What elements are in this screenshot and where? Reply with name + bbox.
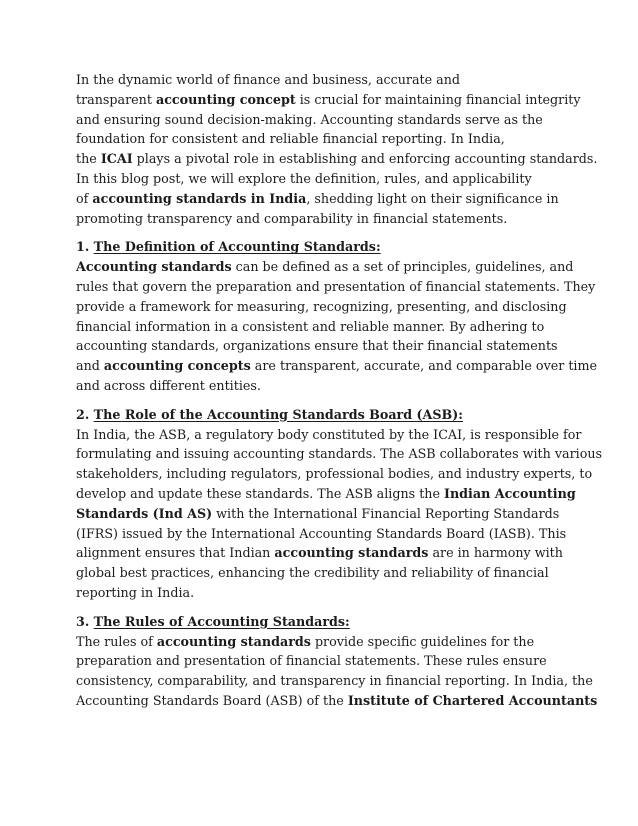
paragraph-gap <box>76 603 576 612</box>
text-run: (IFRS) issued by the International Accounting Standards Board (IASB). This <box>76 525 567 541</box>
text-run: In the dynamic world of finance and business, accurate and <box>76 72 461 87</box>
section-title: The Definition of Accounting Standards: <box>93 239 381 255</box>
text-run: rules that govern the preparation and presentation of financial statements. They <box>76 278 596 294</box>
section-number: 3. <box>76 613 94 629</box>
section-number: 2. <box>76 406 94 422</box>
paragraph-gap <box>76 396 576 405</box>
text-run: plays a pivotal role in establishing and enforcing accounting standards. <box>132 151 598 167</box>
text-run: and <box>76 358 104 374</box>
text-line <box>76 169 576 189</box>
text-run: reporting in India. <box>76 584 195 600</box>
text-run: , shedding light on their significance in <box>306 190 559 206</box>
text-line <box>76 632 576 652</box>
section-title: The Rules of Accounting Standards: <box>93 613 350 629</box>
text-line <box>76 543 576 563</box>
section-heading <box>76 612 576 632</box>
text-run: consistency, comparability, and transparency in financial reporting. In India, the <box>76 673 593 689</box>
bold-term: accounting standards <box>274 545 429 561</box>
text-run: preparation and presentation of financial statements. These rules ensure <box>76 653 547 669</box>
text-run: alignment ensures that Indian <box>76 545 275 561</box>
text-run: develop and update these standards. The ASB aligns the <box>76 485 445 501</box>
text-run: formulating and issuing accounting standards. The ASB collaborates with various <box>76 446 603 462</box>
text-line <box>76 149 598 169</box>
text-line <box>76 110 576 130</box>
bold-term: Standards (Ind AS) <box>76 505 213 521</box>
paragraph-gap <box>76 228 576 237</box>
section-asb-role <box>76 405 603 603</box>
text-run: transparent <box>76 91 156 107</box>
text-run: In this blog post, we will explore the definition, rules, and applicability <box>76 170 532 186</box>
bold-term: accounting concept <box>155 91 296 107</box>
text-line <box>76 257 576 277</box>
bold-term: accounting concepts <box>103 358 251 374</box>
text-run: of <box>76 190 93 206</box>
text-run: global best practices, enhancing the credibility and reliability of financial <box>76 565 549 581</box>
text-line <box>76 444 603 464</box>
section-heading <box>76 237 576 257</box>
text-run: and across different entities. <box>76 377 261 393</box>
text-line <box>76 651 576 671</box>
bold-term: Accounting standards <box>76 259 232 275</box>
text-line <box>76 484 576 504</box>
document-page <box>76 70 603 711</box>
text-line <box>76 464 593 484</box>
bold-term: accounting standards in India <box>92 190 307 206</box>
text-line <box>76 90 581 110</box>
text-run: promoting transparency and comparability in financial statements. <box>76 210 508 226</box>
text-line <box>76 563 576 583</box>
text-line <box>76 425 582 445</box>
text-line <box>76 504 576 524</box>
text-line <box>76 336 576 356</box>
bold-term: ICAI <box>100 151 133 167</box>
text-line <box>76 356 598 376</box>
intro-paragraph <box>76 70 598 228</box>
text-line <box>76 583 576 603</box>
text-run: foundation for consistent and reliable financial reporting. In India, <box>76 131 505 147</box>
text-run: are transparent, accurate, and comparable over time <box>250 358 598 374</box>
section-definition <box>76 237 598 395</box>
text-line <box>76 297 576 317</box>
text-line <box>76 277 596 297</box>
text-line <box>76 209 576 229</box>
text-line <box>76 317 576 337</box>
text-run: The rules of <box>76 633 157 649</box>
text-line <box>76 376 576 396</box>
text-run: are in harmony with <box>428 545 563 561</box>
text-run: financial information in a consistent and reliable manner. By adhering to <box>76 318 545 334</box>
text-run: Accounting Standards Board (ASB) of the <box>76 692 348 708</box>
text-run: can be defined as a set of principles, guidelines, and <box>231 259 574 275</box>
text-line <box>76 70 576 90</box>
text-run: accounting standards, organizations ensure that their financial statements <box>76 338 558 354</box>
bold-term: Institute of Chartered Accountants <box>347 692 598 708</box>
text-line <box>76 691 598 711</box>
text-run: provide specific guidelines for the <box>310 633 535 649</box>
section-rules <box>76 612 598 711</box>
text-line <box>76 129 576 149</box>
text-run: with the International Financial Reporting Standards <box>212 505 560 521</box>
section-number: 1. <box>76 239 94 255</box>
text-run: and ensuring sound decision-making. Accounting standards serve as the <box>76 111 543 127</box>
text-run: In India, the ASB, a regulatory body constituted by the ICAI, is responsible for <box>76 426 582 442</box>
text-run: provide a framework for measuring, recognizing, presenting, and disclosing <box>76 298 567 314</box>
section-heading <box>76 405 576 425</box>
section-title: The Role of the Accounting Standards Board (ASB): <box>93 406 463 422</box>
text-line <box>76 671 593 691</box>
text-line <box>76 189 576 209</box>
text-run: the <box>76 151 101 167</box>
bold-term: accounting standards <box>156 633 311 649</box>
text-run: is crucial for maintaining financial integrity <box>295 91 581 107</box>
text-line <box>76 524 576 544</box>
text-run: stakeholders, including regulators, professional bodies, and industry experts, to <box>76 466 593 482</box>
bold-term: Indian Accounting <box>444 485 576 501</box>
